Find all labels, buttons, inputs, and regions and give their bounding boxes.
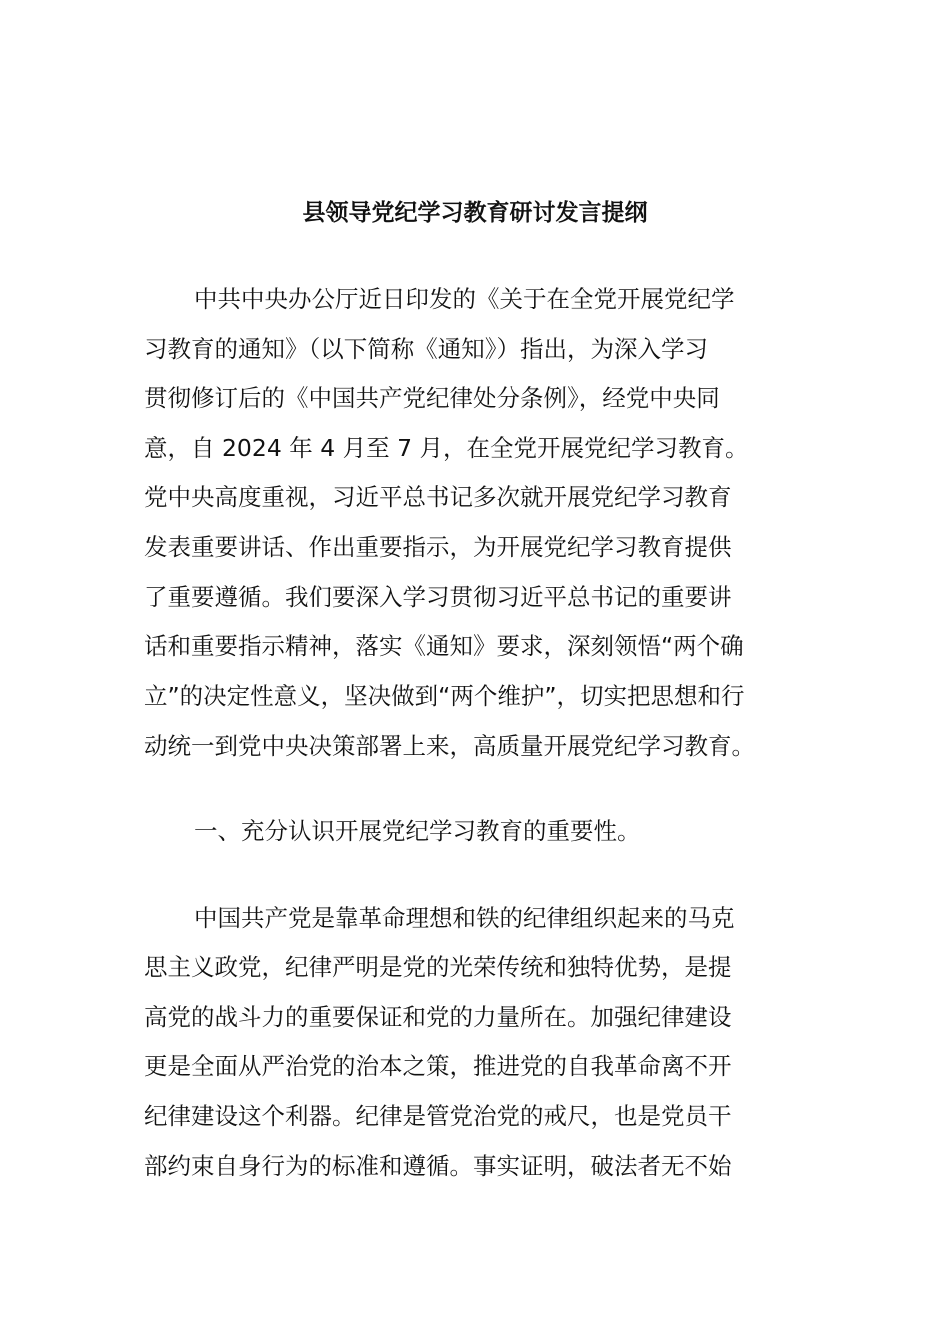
paragraph1-line-2: 习教育的通知》（以下简称《通知》）指出，为深入学习 <box>144 335 708 363</box>
section-heading-1: 一、充分认识开展党纪学习教育的重要性。 <box>194 817 641 845</box>
paragraph2-line-4: 更是全面从严治党的治本之策，推进党的自我革命离不开 <box>144 1052 732 1080</box>
paragraph2-line-1: 中国共产党是靠革命理想和铁的纪律组织起来的马克 <box>194 904 735 932</box>
paragraph1-line-3: 贯彻修订后的《中国共产党纪律处分条例》，经党中央同 <box>144 384 720 412</box>
paragraph1-line-6: 发表重要讲话、作出重要指示，为开展党纪学习教育提供 <box>144 533 732 561</box>
paragraph1-line-8: 话和重要指示精神，落实《通知》要求，深刻领悟“两个确 <box>144 632 744 660</box>
paragraph1-line-9: 立”的决定性意义，坚决做到“两个维护”，切实把思想和行 <box>144 682 745 710</box>
paragraph2-line-2: 思主义政党，纪律严明是党的光荣传统和独特优势，是提 <box>144 953 732 981</box>
paragraph1-line-4: 意，自 2024 年 4 月至 7 月，在全党开展党纪学习教育。 <box>144 434 749 462</box>
document-title: 县领导党纪学习教育研讨发言提纲 <box>302 200 648 226</box>
paragraph1-line-10: 动统一到党中央决策部署上来，高质量开展党纪学习教育。 <box>144 732 755 760</box>
paragraph2-line-6: 部约束自身行为的标准和遵循。事实证明，破法者无不始 <box>144 1152 732 1180</box>
paragraph2-line-5: 纪律建设这个利器。纪律是管党治党的戒尺，也是党员干 <box>144 1102 732 1130</box>
paragraph1-line-7: 了重要遵循。我们要深入学习贯彻习近平总书记的重要讲 <box>144 583 732 611</box>
paragraph1-line-5: 党中央高度重视，习近平总书记多次就开展党纪学习教育 <box>144 483 732 511</box>
paragraph1-line-1: 中共中央办公厅近日印发的《关于在全党开展党纪学 <box>194 285 735 313</box>
paragraph2-line-3: 高党的战斗力的重要保证和党的力量所在。加强纪律建设 <box>144 1003 732 1031</box>
